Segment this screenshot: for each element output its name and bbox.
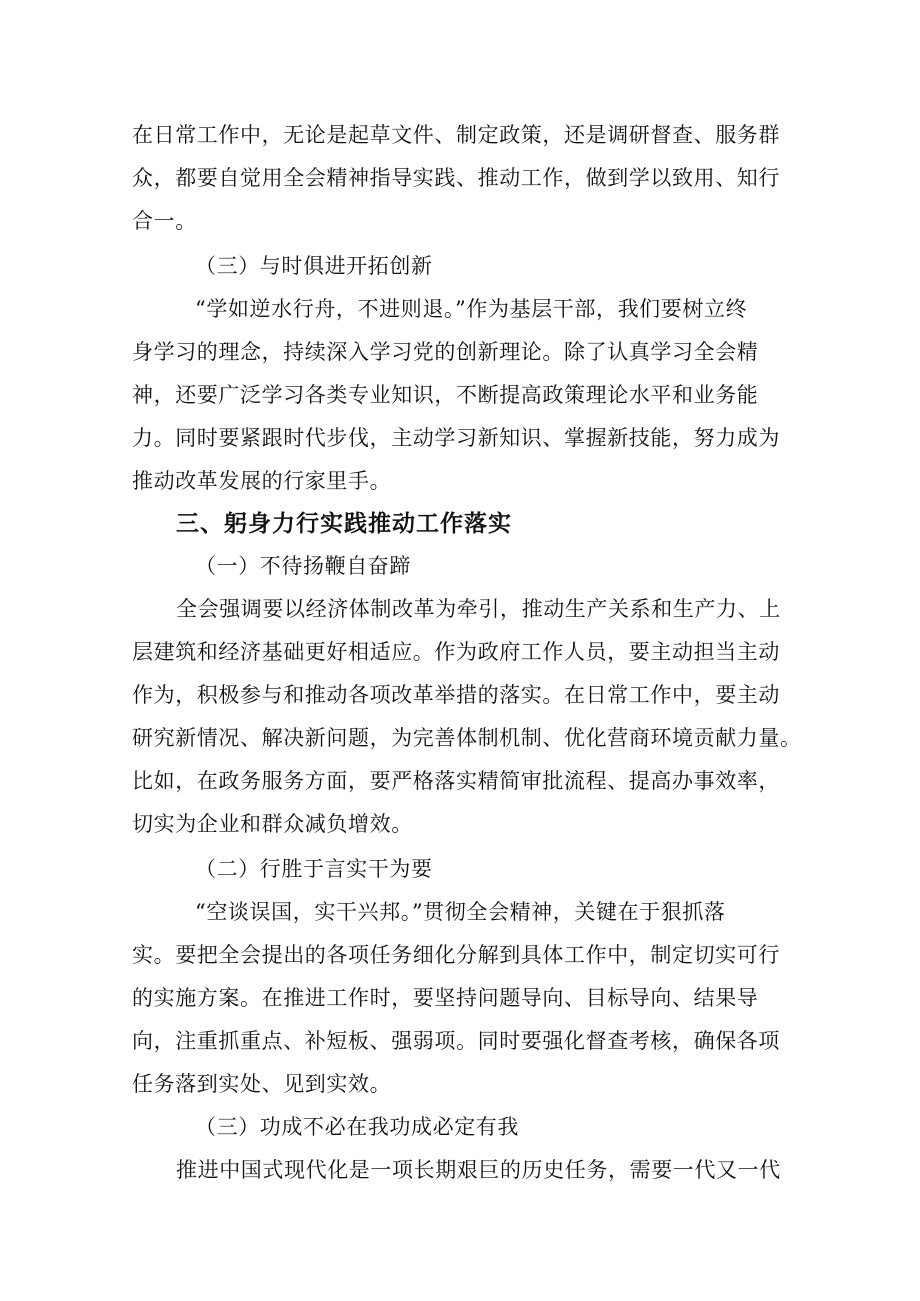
body-text-line: 作为，积极参与和推动各项改革举措的落实。在日常工作中，要主动: [132, 683, 780, 707]
body-text-line: 研究新情况、解决新问题，为完善体制机制、优化营商环境贡献力量。: [132, 726, 802, 750]
body-text-line: “空谈误国，实干兴邦。”贯彻全会精神，关键在于狠抓落: [195, 900, 726, 924]
body-text-line: 的实施方案。在推进工作时，要坚持问题导向、目标导向、结果导: [132, 986, 759, 1010]
body-text-line: 任务落到实处、见到实效。: [132, 1072, 392, 1096]
body-text-line: 合一。: [132, 209, 197, 233]
section-heading: 三、躬身力行实践推动工作落实: [176, 511, 512, 537]
body-text-line: 切实为企业和群众减负增效。: [132, 812, 413, 836]
subsection-heading: （三）功成不必在我功成必定有我: [195, 1115, 519, 1139]
body-text-line: 众，都要自觉用全会精神指导实践、推动工作，做到学以致用、知行: [132, 166, 780, 190]
subsection-heading: （二）行胜于言实干为要: [195, 857, 433, 881]
body-text-line: 力。同时要紧跟时代步伐，主动学习新知识、掌握新技能，努力成为: [132, 426, 780, 450]
body-text-line: 推动改革发展的行家里手。: [132, 469, 392, 493]
body-text-line: 全会强调要以经济体制改革为牵引，推动生产关系和生产力、上: [176, 597, 781, 621]
subsection-heading: （一）不待扬鞭自奋蹄: [195, 554, 411, 578]
body-text-line: 实。要把全会提出的各项任务细化分解到具体工作中，制定切实可行: [132, 943, 780, 967]
body-text-line: 身学习的理念，持续深入学习党的创新理论。除了认真学习全会精: [132, 340, 759, 364]
body-text-line: 层建筑和经济基础更好相适应。作为政府工作人员，要主动担当主动: [132, 640, 780, 664]
body-text-line: 在日常工作中，无论是起草文件、制定政策，还是调研督查、服务群: [132, 123, 780, 147]
body-text-line: “学如逆水行舟，不进则退。”作为基层干部，我们要树立终: [195, 297, 748, 321]
body-text-line: 向，注重抓重点、补短板、强弱项。同时要强化督查考核，确保各项: [132, 1029, 780, 1053]
body-text-line: 比如，在政务服务方面，要严格落实精简审批流程、提高办事效率，: [132, 769, 780, 793]
body-text-line: 神，还要广泛学习各类专业知识，不断提高政策理论水平和业务能: [132, 383, 759, 407]
body-text-line: 推进中国式现代化是一项长期艰巨的历史任务，需要一代又一代: [176, 1158, 781, 1182]
subsection-heading: （三）与时俱进开拓创新: [195, 254, 433, 278]
